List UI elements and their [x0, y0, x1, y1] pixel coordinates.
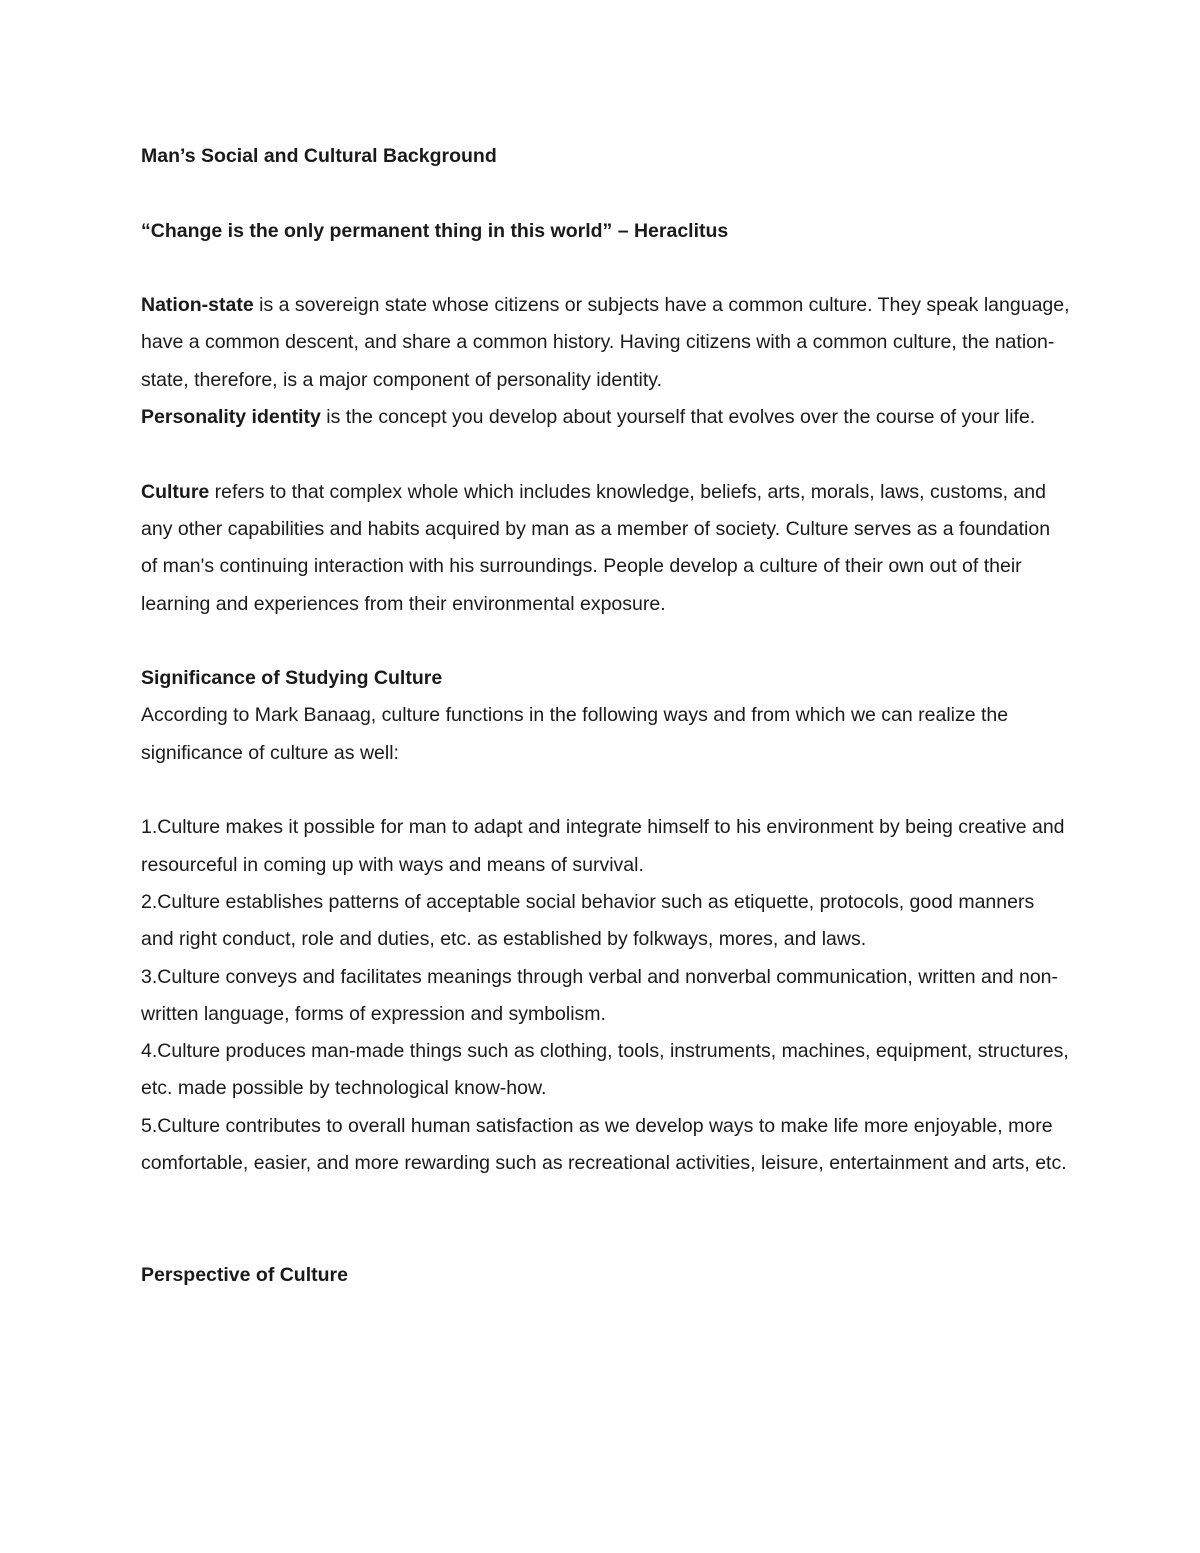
nation-state-term: Nation-state [141, 294, 254, 317]
culture-text: refers to that complex whole which includes knowledge, beliefs, arts, morals, laws, customs, and any other capabilities and habits acquired by man as a member of society. Culture serves as a foundation of man's continuing interaction with his surroundings. People develop a culture of their own out of their learning and experiences from their environmental exposure. [141, 480, 1051, 615]
personality-identity-paragraph [141, 399, 1071, 436]
perspective-heading: Perspective of Culture [141, 1263, 348, 1286]
spacer [141, 772, 1071, 809]
document-title: Man’s Social and Cultural Background [141, 145, 497, 167]
nation-state-paragraph [141, 287, 1071, 399]
list-item: 4.Culture produces man-made things such as clothing, tools, instruments, machines, equipment, structures, etc. made possible by technological know-how. [141, 1040, 1069, 1100]
spacer [141, 175, 1071, 212]
list-item: 2.Culture establishes patterns of acceptable social behavior such as etiquette, protocols, good manners and right conduct, role and duties, etc. as established by folkways, mores, and laws. [141, 890, 1035, 951]
significance-heading: Significance of Studying Culture [141, 667, 443, 690]
spacer [141, 1182, 1071, 1257]
quote: “Change is the only permanent thing in this world” – Heraclitus [141, 219, 729, 242]
spacer [141, 623, 1071, 660]
document-page [141, 138, 1071, 1294]
list-item: 1.Culture makes it possible for man to adapt and integrate himself to his environment by being creative and resourceful in coming up with ways and means of survival. [141, 816, 1065, 876]
culture-term: Culture [141, 480, 210, 503]
spacer [141, 250, 1071, 287]
culture-paragraph [141, 474, 1071, 623]
list-item: 5.Culture contributes to overall human satisfaction as we develop ways to make life more enjoyable, more comfortable, easier, and more rewarding such as recreational activities, leisure, entertainment and arts, etc. [141, 1114, 1067, 1175]
personality-identity-term: Personality identity [141, 406, 321, 429]
personality-identity-text: is the concept you develop about yourself that evolves over the course of your life. [320, 406, 1036, 429]
significance-intro: According to Mark Banaag, culture functions in the following ways and from which we can realize the significance of culture as well: [141, 704, 1009, 764]
spacer [141, 436, 1071, 473]
nation-state-text: is a sovereign state whose citizens or subjects have a common culture. They speak language, have a common descent, and share a common history. Having citizens with a common culture, the nation-state, therefore, is a major component of personality identity. [141, 294, 1070, 391]
list-item: 3.Culture conveys and facilitates meanings through verbal and nonverbal communication, written and non-written language, forms of expression and symbolism. [141, 965, 1059, 1025]
